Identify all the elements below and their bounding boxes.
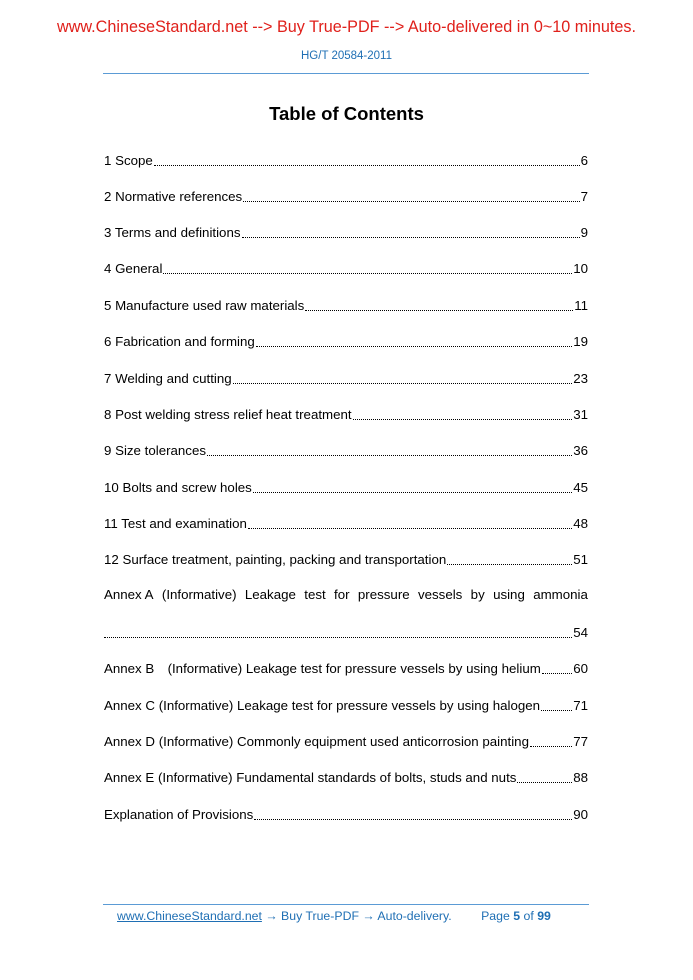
toc-entry-label: 4 General: [104, 261, 163, 276]
toc-entry-label: 2 Normative references: [104, 189, 243, 204]
toc-entry-page: 90: [573, 807, 588, 822]
annex-a-word: for: [334, 587, 350, 602]
toc-entry-page: 88: [573, 770, 588, 785]
annex-a-word: ammonia: [533, 587, 588, 602]
toc-entry-fabrication-forming[interactable]: [104, 332, 588, 350]
toc-entry-label: 11 Test and examination: [104, 516, 247, 531]
page-of: of: [523, 909, 534, 923]
toc-entry-label: Annex D (Informative) Commonly equipment used anticorrosion painting: [104, 734, 529, 749]
toc-entry-page: 45: [573, 480, 588, 495]
toc-entry-normative-references[interactable]: [104, 187, 588, 205]
dot-leader: [248, 528, 572, 529]
toc-entry-label: 6 Fabrication and forming: [104, 334, 255, 349]
annex-a-word: pressure: [357, 587, 410, 602]
toc-entry-scope[interactable]: [104, 151, 588, 169]
toc-entry-label: Annex E (Informative) Fundamental standards of bolts, studs and nuts: [104, 770, 517, 785]
toc-entry-annex-a-page[interactable]: [104, 623, 588, 641]
toc-entry-annex-c[interactable]: [104, 696, 588, 714]
footer-divider: [103, 904, 589, 905]
dot-leader: [104, 637, 572, 638]
page-label: Page: [481, 909, 510, 923]
dot-leader: [530, 746, 572, 747]
dot-leader: [233, 383, 573, 384]
annex-a-word: using: [493, 587, 525, 602]
dot-leader: [154, 165, 580, 166]
toc-entry-label: 12 Surface treatment, painting, packing and transportation: [104, 552, 447, 567]
header-divider: [103, 73, 589, 74]
toc-entry-annex-e[interactable]: [104, 768, 588, 786]
standard-code: HG/T 20584-2011: [301, 50, 392, 62]
toc-entry-label: Annex C (Informative) Leakage test for pressure vessels by using halogen: [104, 698, 541, 713]
toc-entry-label: 7 Welding and cutting: [104, 371, 232, 386]
toc-entry-page: 23: [573, 371, 588, 386]
toc-entry-label: 3 Terms and definitions: [104, 225, 241, 240]
dot-leader: [305, 310, 573, 311]
footer-trail: → Buy True-PDF → Auto-delivery.: [265, 909, 452, 923]
dot-leader: [256, 346, 572, 347]
toc-entry-page: 10: [573, 261, 588, 276]
toc-entry-test-examination[interactable]: [104, 514, 588, 532]
dot-leader: [254, 819, 572, 820]
toc-entry-page: 51: [573, 552, 588, 567]
toc-entry-annex-d[interactable]: [104, 732, 588, 750]
toc-entry-welding-cutting[interactable]: [104, 369, 588, 387]
toc-entry-label: 10 Bolts and screw holes: [104, 480, 252, 495]
annex-a-word: by: [470, 587, 485, 602]
toc-entry-label: 1 Scope: [104, 153, 153, 168]
toc-entry-page: 60: [573, 661, 588, 676]
annex-a-word: Leakage: [244, 587, 296, 602]
toc-entry-page: 19: [573, 334, 588, 349]
toc-entry-page: 54: [573, 625, 588, 640]
dot-leader: [517, 782, 572, 783]
toc-entry-page: 31: [573, 407, 588, 422]
toc-entry-general[interactable]: [104, 259, 588, 277]
page-footer: [117, 909, 551, 923]
toc-entry-bolts-screw-holes[interactable]: [104, 478, 588, 496]
toc-entry-annex-b[interactable]: [104, 659, 588, 677]
footer-site-link[interactable]: www.ChineseStandard.net: [117, 909, 262, 923]
toc-entry-annex-a[interactable]: [104, 587, 588, 603]
toc-entry-page: 9: [580, 225, 588, 240]
dot-leader: [243, 201, 579, 202]
dot-leader: [447, 564, 572, 565]
promo-banner[interactable]: www.ChineseStandard.net --> Buy True-PDF --> Auto-delivered in 0~10 minutes.: [57, 18, 636, 36]
toc-entry-surface-treatment[interactable]: [104, 550, 588, 568]
toc-entry-page: 36: [573, 443, 588, 458]
toc-entry-label: 8 Post welding stress relief heat treatment: [104, 407, 352, 422]
annex-a-word: (Informative): [161, 587, 237, 602]
toc-entry-page: 11: [574, 298, 588, 313]
toc-entry-page: 7: [580, 189, 588, 204]
page-current: 5: [513, 909, 521, 923]
annex-a-prefix: Annex A: [104, 587, 154, 602]
annex-a-word: test: [304, 587, 326, 602]
toc-entry-page: 48: [573, 516, 588, 531]
dot-leader: [541, 710, 572, 711]
toc-entry-label: 9 Size tolerances: [104, 443, 206, 458]
page-indicator: [481, 909, 551, 923]
page-title: Table of Contents: [269, 103, 424, 124]
toc-entry-page: 77: [573, 734, 588, 749]
toc-entry-size-tolerances[interactable]: [104, 441, 588, 459]
dot-leader: [542, 673, 572, 674]
toc-entry-page: 6: [580, 153, 588, 168]
annex-a-word: vessels: [417, 587, 463, 602]
dot-leader: [163, 273, 572, 274]
dot-leader: [253, 492, 572, 493]
toc-entry-heat-treatment[interactable]: [104, 405, 588, 423]
dot-leader: [207, 455, 572, 456]
toc-entry-page: 71: [573, 698, 588, 713]
toc-entry-label: Annex B (Informative) Leakage test for pressure vessels by using helium: [104, 661, 541, 676]
toc-entry-explanation[interactable]: [104, 805, 588, 823]
toc-entry-label: Explanation of Provisions: [104, 807, 254, 822]
toc-entry-raw-materials[interactable]: [104, 296, 588, 314]
page-total: 99: [537, 909, 551, 923]
dot-leader: [242, 237, 580, 238]
toc-entry-label: 5 Manufacture used raw materials: [104, 298, 305, 313]
dot-leader: [353, 419, 573, 420]
toc-entry-terms-definitions[interactable]: [104, 223, 588, 241]
